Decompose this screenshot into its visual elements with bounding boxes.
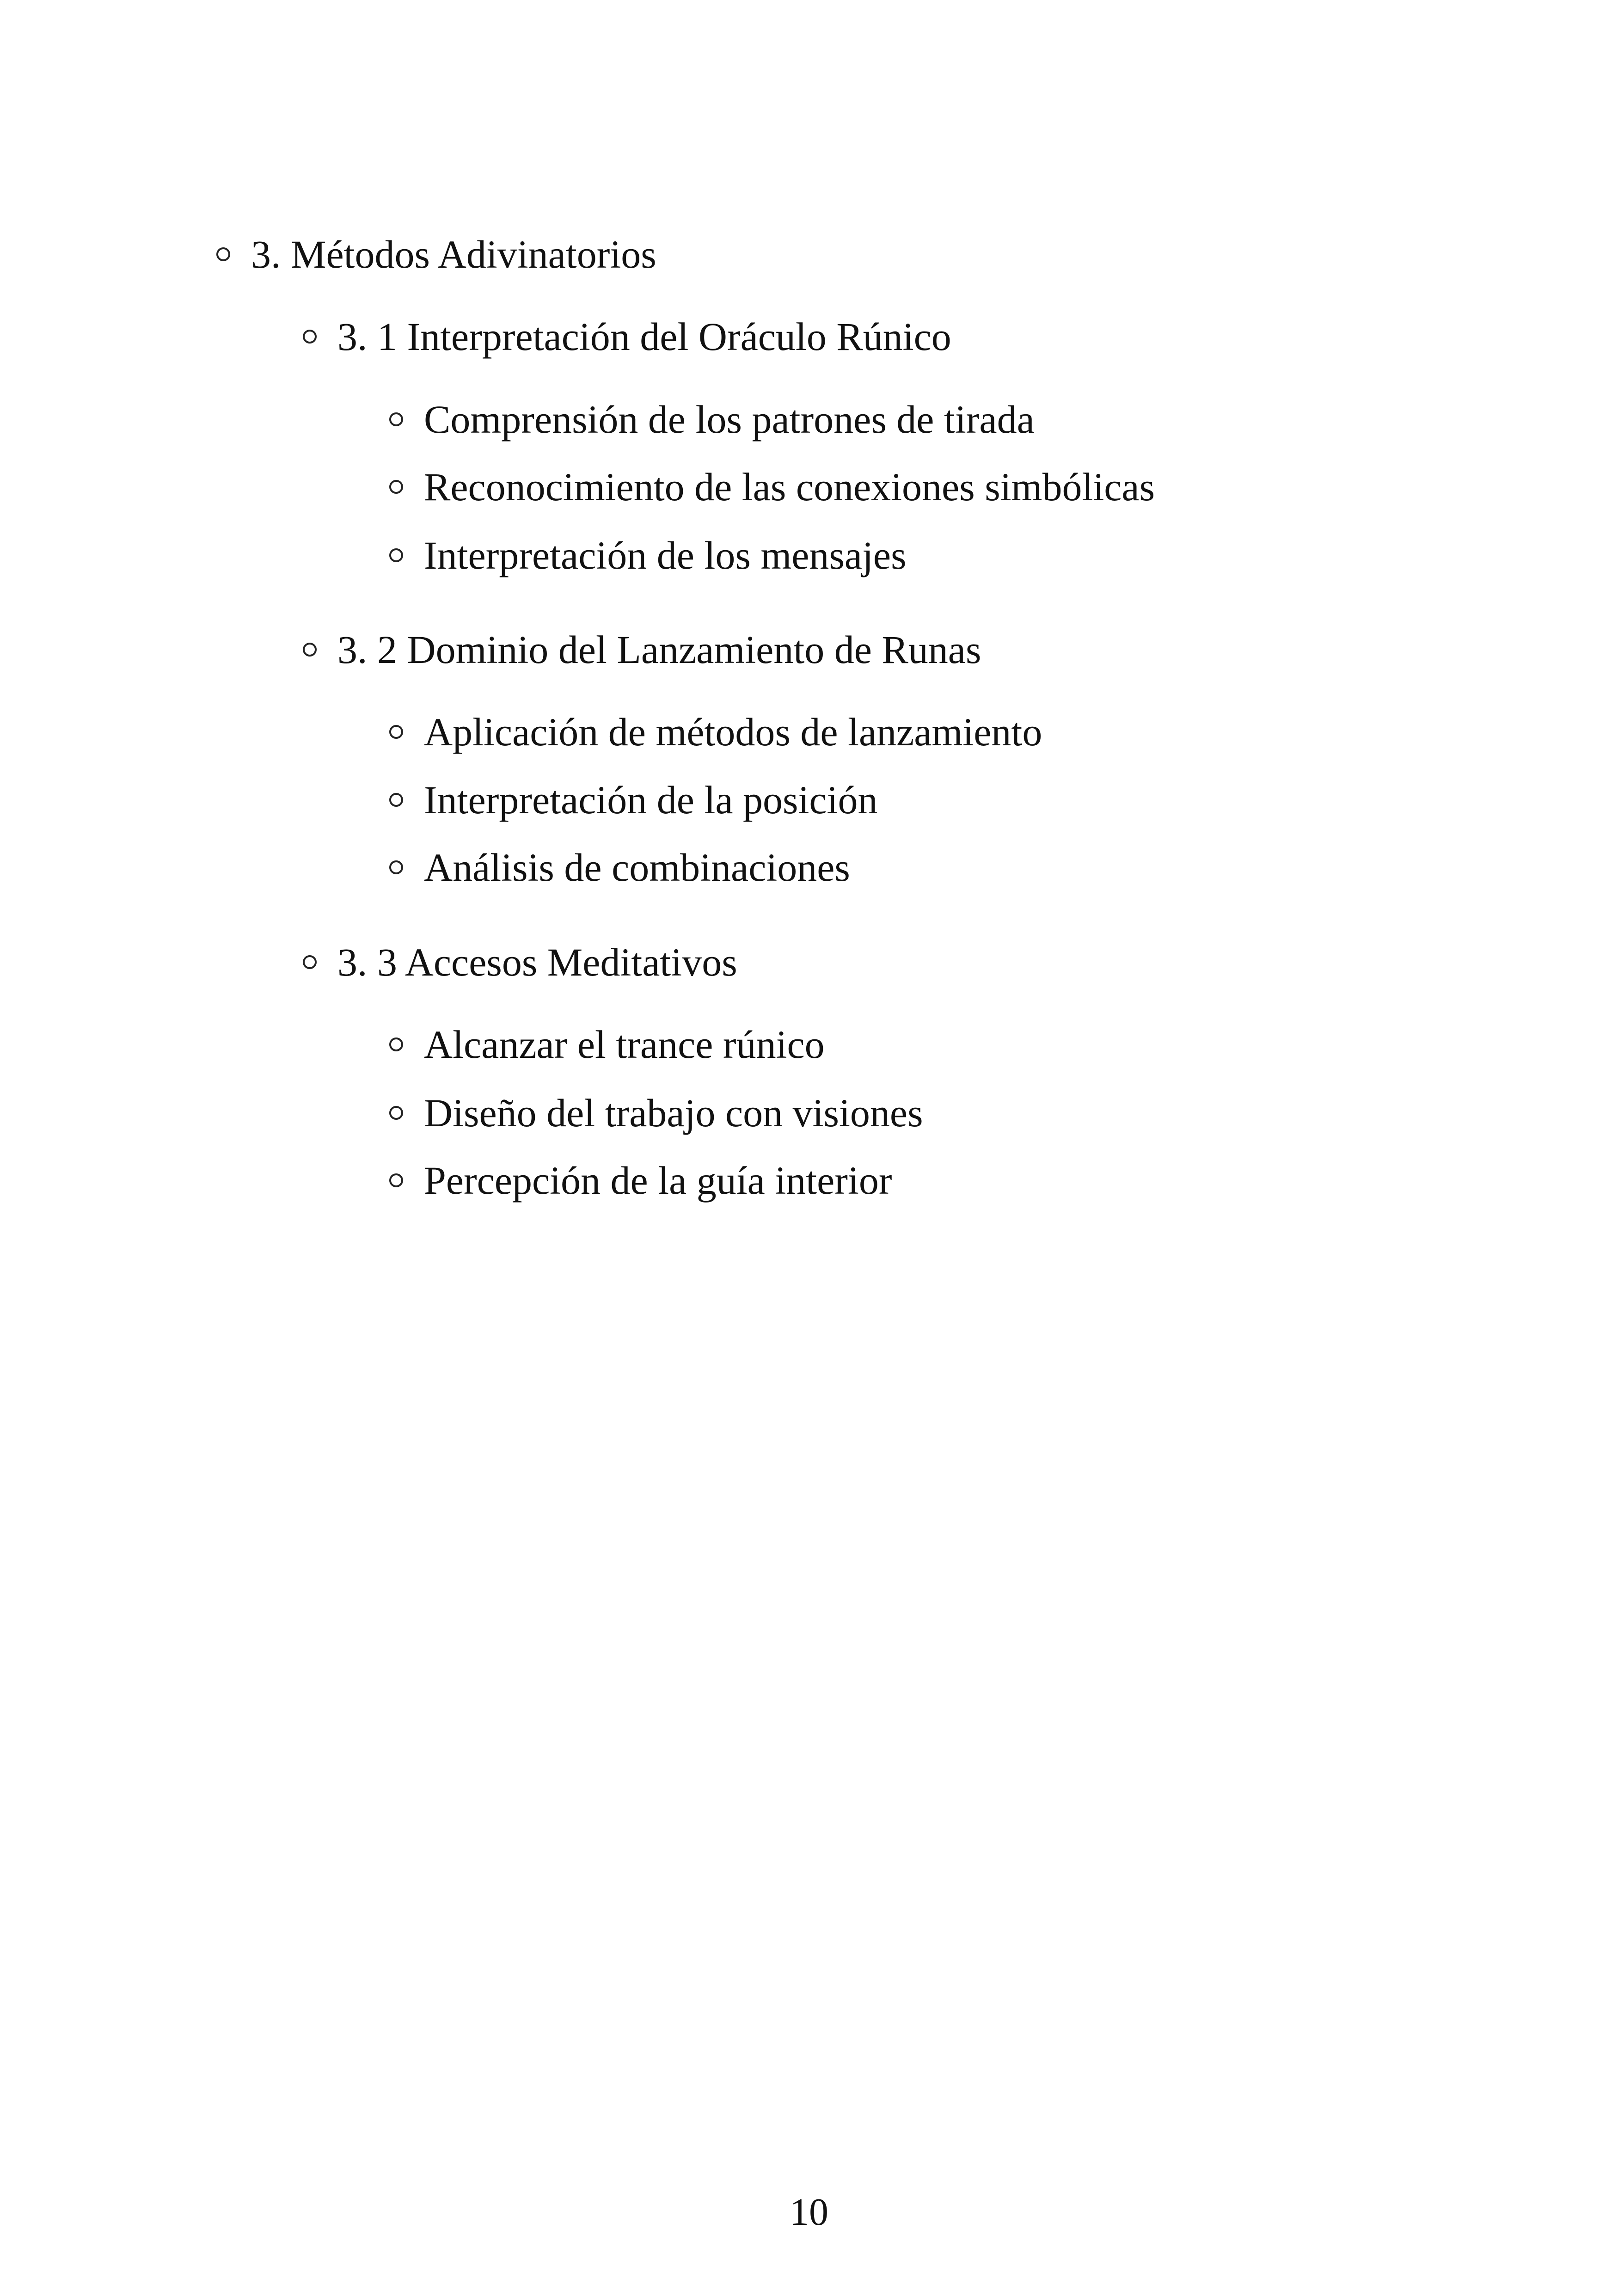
list-item-text: Percepción de la guía interior [424,1158,892,1203]
hollow-circle-bullet-icon [303,643,317,657]
list-item-text: Diseño del trabajo con visiones [424,1091,923,1135]
hollow-circle-bullet-icon [389,480,403,494]
subsection-heading [303,939,737,985]
list-item-text: Reconocimiento de las conexiones simbólicas [424,465,1155,509]
list-item [389,709,1042,755]
subsection-title: 3. 2 Dominio del Lanzamiento de Runas [337,627,981,672]
hollow-circle-bullet-icon [389,860,403,874]
list-item [389,396,1035,442]
list-item-text: Interpretación de los mensajes [424,533,907,577]
list-item [389,1157,892,1203]
list-item-text: Aplicación de métodos de lanzamiento [424,710,1042,754]
hollow-circle-bullet-icon [389,1173,403,1187]
hollow-circle-bullet-icon [303,330,317,344]
section-heading [216,231,656,277]
subsection-heading [303,313,951,360]
list-item [389,1021,825,1068]
hollow-circle-bullet-icon [389,548,403,562]
list-item [389,1090,923,1136]
list-item-text: Interpretación de la posición [424,778,878,822]
subsection-heading [303,626,981,673]
list-item [389,777,877,823]
hollow-circle-bullet-icon [389,725,403,739]
list-item-text: Comprensión de los patrones de tirada [424,397,1035,442]
section-title: 3. Métodos Adivinatorios [251,232,656,276]
list-item-text: Alcanzar el trance rúnico [424,1022,825,1067]
hollow-circle-bullet-icon [389,793,403,807]
subsection-title: 3. 3 Accesos Meditativos [337,940,737,984]
page-number: 10 [790,2191,828,2234]
list-item [389,844,850,890]
hollow-circle-bullet-icon [389,1106,403,1120]
subsection-title: 3. 1 Interpretación del Oráculo Rúnico [337,314,951,359]
hollow-circle-bullet-icon [216,247,230,261]
list-item [389,464,1155,510]
list-item-text: Análisis de combinaciones [424,845,850,890]
hollow-circle-bullet-icon [303,955,317,969]
list-item [389,532,907,578]
hollow-circle-bullet-icon [389,1037,403,1051]
hollow-circle-bullet-icon [389,412,403,426]
